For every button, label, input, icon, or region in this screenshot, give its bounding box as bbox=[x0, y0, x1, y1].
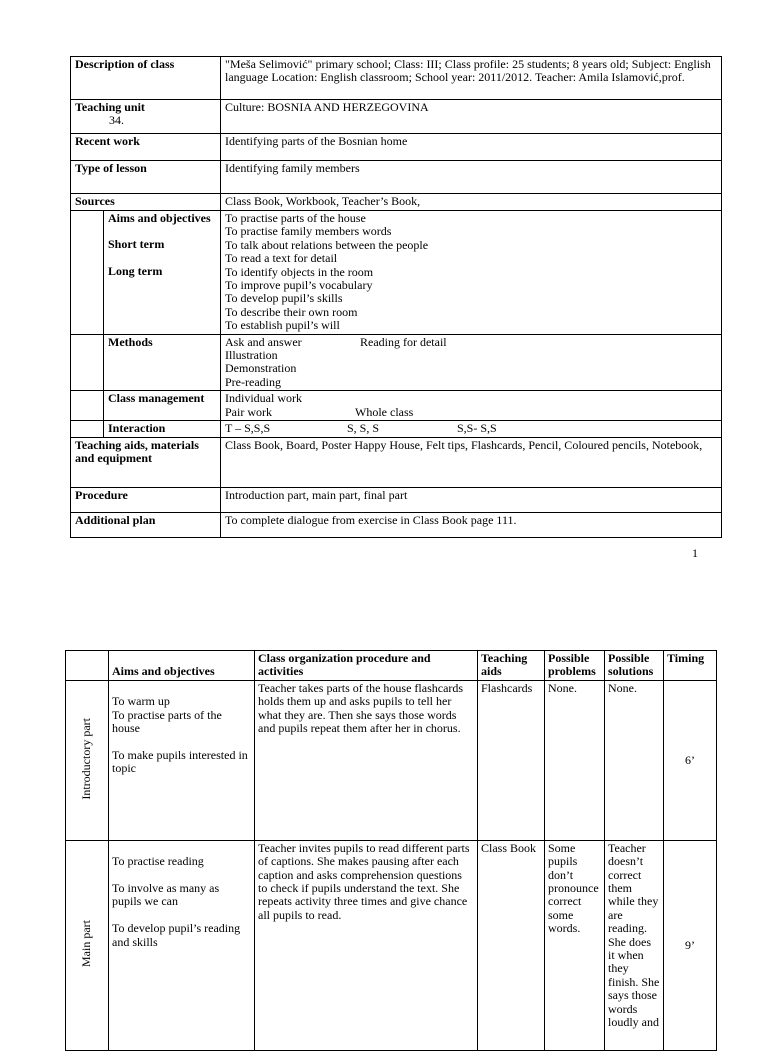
sources-value: Class Book, Workbook, Teacher’s Book, bbox=[221, 194, 722, 211]
class-management-whole: Whole class bbox=[355, 404, 414, 419]
class-management-cell bbox=[221, 391, 722, 421]
lesson-type-row bbox=[71, 161, 722, 194]
class-management-pair: Pair work bbox=[225, 404, 272, 419]
aims-row bbox=[71, 211, 722, 335]
teaching-unit-cell bbox=[71, 100, 221, 134]
aims-spacer bbox=[71, 211, 104, 335]
aims-label: Aims and objectives bbox=[108, 211, 211, 225]
activities-cell: Teacher takes parts of the house flashcards holds them up and asks pupils to tell her what they are. Then she says those words and pupils repeat them after her in chorus. bbox=[255, 680, 478, 840]
additional-row bbox=[71, 512, 722, 537]
procedure-label: Procedure bbox=[71, 487, 221, 512]
procedure-header-row bbox=[66, 651, 717, 681]
aids-cell: Class Book bbox=[478, 840, 545, 1050]
class-management-spacer bbox=[71, 391, 104, 421]
problems-cell: Some pupils don’t pronounce correct some words. bbox=[545, 840, 605, 1050]
sources-row bbox=[71, 194, 722, 211]
interaction-1: T – S,S,S bbox=[225, 421, 271, 436]
lesson-info-table bbox=[70, 56, 722, 538]
methods-rest: Illustration Demonstration Pre-reading bbox=[225, 348, 297, 389]
solutions-header: Possible solutions bbox=[605, 651, 664, 681]
procedure-row bbox=[71, 487, 722, 512]
recent-work-label: Recent work bbox=[71, 134, 221, 161]
timing-cell: 6’ bbox=[664, 680, 717, 840]
additional-value: To complete dialogue from exercise in Class Book page 111. bbox=[221, 512, 722, 537]
procedure-row-introductory bbox=[66, 680, 717, 840]
recent-work-value: Identifying parts of the Bosnian home bbox=[221, 134, 722, 161]
solutions-cell: None. bbox=[605, 680, 664, 840]
lesson-type-value: Identifying family members bbox=[221, 161, 722, 194]
interaction-cell bbox=[221, 421, 722, 437]
stage-label: Main part bbox=[79, 920, 94, 968]
aids-value: Class Book, Board, Poster Happy House, Felt tips, Flashcards, Pencil, Coloured pencils, Notebook, bbox=[221, 437, 722, 487]
methods-row bbox=[71, 334, 722, 391]
methods-label: Methods bbox=[104, 334, 221, 391]
stage-label: Introductory part bbox=[79, 717, 94, 800]
interaction-3: S,S- S,S bbox=[457, 421, 497, 436]
procedure-table bbox=[65, 650, 717, 1051]
interaction-row bbox=[71, 421, 722, 437]
procedure-value: Introduction part, main part, final part bbox=[221, 487, 722, 512]
stage-cell bbox=[66, 840, 109, 1050]
class-management-row bbox=[71, 391, 722, 421]
methods-cell bbox=[221, 334, 722, 391]
description-value: "Meša Selimović" primary school; Class: III; Class profile: 25 students; 8 years old; Subject: English language Location: English classroom; School year: 2011/2012. Teacher: Amila Islamović,prof. bbox=[221, 57, 722, 100]
interaction-2: S, S, S bbox=[347, 421, 380, 436]
methods-spacer bbox=[71, 334, 104, 391]
teaching-unit-value: Culture: BOSNIA AND HERZEGOVINA bbox=[221, 100, 722, 134]
additional-label: Additional plan bbox=[71, 512, 221, 537]
description-label: Description of class bbox=[71, 57, 221, 100]
lesson-type-label: Type of lesson bbox=[71, 161, 221, 194]
procedure-row-main bbox=[66, 840, 717, 1050]
problems-cell: None. bbox=[545, 680, 605, 840]
stage-header bbox=[66, 651, 109, 681]
methods-ask: Ask and answer bbox=[225, 334, 302, 349]
interaction-label: Interaction bbox=[104, 421, 221, 437]
long-term-label: Long term bbox=[108, 263, 163, 278]
stage-cell bbox=[66, 680, 109, 840]
recent-work-row bbox=[71, 134, 722, 161]
aims-labels bbox=[104, 211, 221, 335]
methods-reading: Reading for detail bbox=[360, 334, 447, 349]
activities-header: Class organization procedure and activities bbox=[255, 651, 478, 681]
aids-cell: Flashcards bbox=[478, 680, 545, 840]
aids-label: Teaching aids, materials and equipment bbox=[71, 437, 221, 487]
aims-list: To practise parts of the house To practise family members words To talk about relations between the people To read a text for detail To identify objects in the room To improve pupil’s vocabulary To develop pupil’s skills To describe their own room To establish pupil’s will bbox=[221, 211, 722, 335]
short-term-label: Short term bbox=[108, 237, 165, 252]
aids-header: Teaching aids bbox=[478, 651, 545, 681]
activities-cell: Teacher invites pupils to read different parts of captions. She makes pausing after each caption and asks comprehension questions to check if pupils understand the text. She repeats activity three times and give chance all pupils to read. bbox=[255, 840, 478, 1050]
timing-cell: 9’ bbox=[664, 840, 717, 1050]
aims-cell: To practise reading To involve as many as pupils we can To develop pupil’s reading and skills bbox=[109, 840, 255, 1050]
aids-row bbox=[71, 437, 722, 487]
teaching-unit-label: Teaching unit bbox=[75, 100, 145, 114]
aims-header: Aims and objectives bbox=[109, 651, 255, 681]
problems-header: Possible problems bbox=[545, 651, 605, 681]
interaction-spacer bbox=[71, 421, 104, 437]
solutions-cell: Teacher doesn’t correct them while they are reading. She does it when they finish. She says those words loudly and bbox=[605, 840, 664, 1050]
page-number: 1 bbox=[692, 546, 698, 560]
teaching-unit-number: 34. bbox=[109, 113, 124, 128]
class-management-individual: Individual work bbox=[225, 391, 302, 406]
timing-header: Timing bbox=[664, 651, 717, 681]
description-row bbox=[71, 57, 722, 100]
aims-cell: To warm up To practise parts of the house To make pupils interested in topic bbox=[109, 680, 255, 840]
sources-label: Sources bbox=[71, 194, 221, 211]
class-management-label: Class management bbox=[104, 391, 221, 421]
teaching-unit-row bbox=[71, 100, 722, 134]
